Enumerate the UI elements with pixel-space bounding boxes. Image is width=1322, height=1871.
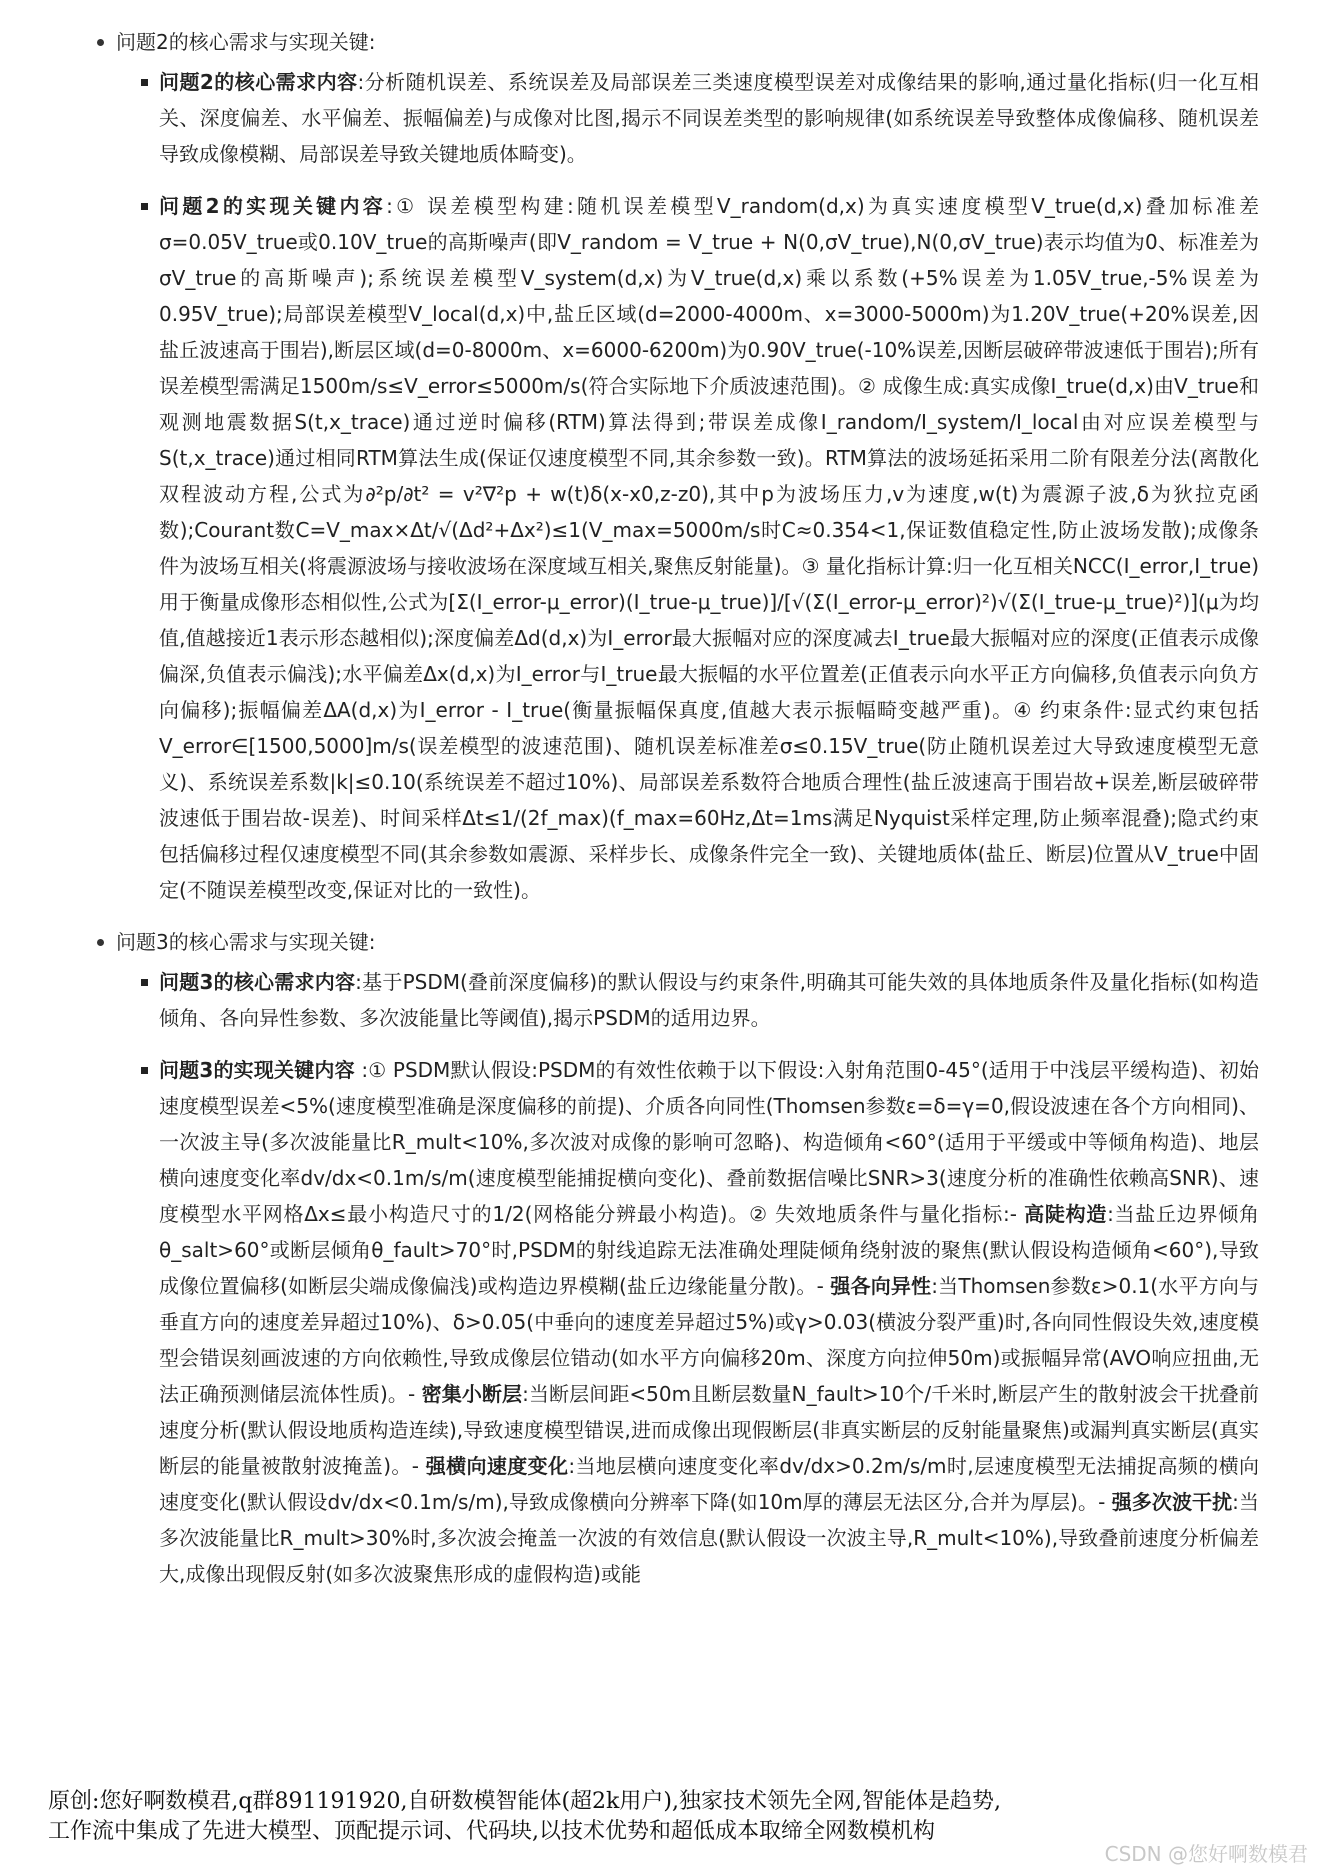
document-body <box>0 24 1322 1608</box>
item-text-segments <box>159 1058 1259 1586</box>
list-item <box>116 964 1322 1036</box>
section-q2 <box>0 24 1322 908</box>
text-segment: :当断层间距<50m且断层数量N_fault>10个/千米时,断层产生的散射波会干扰叠前速度分析(默认假设地质构造连续),导致速度模型错误,进而成像出现假断层(非真实断层的反射能量聚焦)或漏判真实断层(真实断层的能量被散射波掩盖)。- <box>159 1382 1260 1478</box>
failure-condition-label: 高陡构造 <box>1024 1202 1108 1226</box>
paragraph <box>159 64 1259 172</box>
section-list <box>0 24 1322 1592</box>
text-segment: :当盐丘边界倾角θ_salt>60°或断层倾角θ_fault>70°时,PSDM的射线追踪无法准确处理陡倾角绕射波的聚焦(默认假设构造倾角<60°),导致成像位置偏移(如断层尖端成像偏浅)或构造边界模糊(盐丘边缘能量分散)。- <box>159 1202 1259 1298</box>
list-item <box>116 188 1322 908</box>
text-segment: :当Thomsen参数ε>0.1(水平方向与垂直方向的速度差异超过10%)、δ>0.05(中垂向的速度差异超过5%)或γ>0.03(横波分裂严重)时,各向同性假设失效,速度模型会错误刻画波速的方向依赖性,导致成像层位错动(如水平方向偏移20m、深度方向拉伸50m)或振幅异常(AVO响应扭曲,无法正确预测储层流体性质)。- <box>159 1274 1259 1406</box>
footer-line-1: 原创:您好啊数模君,q群891191920,自研数模智能体(超2k用户),独家技术领先全网,智能体是趋势, <box>48 1789 1001 1814</box>
item-text: :基于PSDM(叠前深度偏移)的默认假设与约束条件,明确其可能失效的具体地质条件及量化指标(如构造倾角、各向异性参数、多次波能量比等阈值),揭示PSDM的适用边界。 <box>159 970 1259 1030</box>
failure-condition-label: 强各向异性 <box>830 1274 932 1298</box>
bullet-square-icon <box>141 79 148 86</box>
item-text: :① 误差模型构建:随机误差模型V_random(d,x)为真实速度模型V_true(d,x)叠加标准差σ=0.05V_true或0.10V_true的高斯噪声(即V_random = V_true + N(0,σV_true),N(0,σV_true)表示均值为0、标准差为σV_true的高斯噪声);系统误差模型V_system(d,x)为V_true(d,x)乘以系数(+5%误差为1.05V_true,-5%误差为0.95V_true);局部误差模型V_local(d,x)中,盐丘区域(d=2000-4000m、x=3000-5000m)为1.20V_true(+20%误差,因盐丘波速高于围岩),断层区域(d=0-8000m、x=6000-6200m)为0.90V_true(-10%误差,因断层破碎带波速低于围岩);所有误差模型需满足1500m/s≤V_error≤5000m/s(符合实际地下介质波速范围)。② 成像生成:真实成像I_true(d,x)由V_true和观测地震数据S(t,x_trace)通过逆时偏移(RTM)算法得到;带误差成像I_random/I_system/I_local由对应误差模型与S(t,x_trace)通过相同RTM算法生成(保证仅速度模型不同,其余参数一致)。RTM算法的波场延拓采用二阶有限差分法(离散化双程波动方程,公式为∂²p/∂t² = v²∇²p + w(t)δ(x-x0,z-z0),其中p为波场压力,v为速度,w(t)为震源子波,δ为狄拉克函数);Courant数C=V_max×Δt/√(Δd²+Δx²)≤1(V_max=5000m/s时C≈0.354<1,保证数值稳定性,防止波场发散);成像条件为波场互相关(将震源波场与接收波场在深度域互相关,聚焦反射能量)。③ 量化指标计算:归一化互相关NCC(I_error,I_true) 用于衡量成像形态相似性,公式为[Σ(I_error-μ_error)(I_true-μ_true)]/[√(Σ(I_error-μ_error)²)√(Σ(I_true-μ_true)²)](μ为均值,值越接近1表示形态越相似);深度偏差Δd(d,x)为I_error最大振幅对应的深度减去I_true最大振幅对应的深度(正值表示成像偏深,负值表示偏浅);水平偏差Δx(d,x)为I_error与I_true最大振幅的水平位置差(正值表示向水平正方向偏移,负值表示向负方向偏移);振幅偏差ΔA(d,x)为I_error - I_true(衡量振幅保真度,值越大表示振幅畸变越严重)。④ 约束条件:显式约束包括V_error∈[1500,5000]m/s(误差模型的波速范围)、随机误差标准差σ≤0.15V_true(防止随机误差过大导致速度模型无意义)、系统误差系数|k|≤0.10(系统误差不超过10%)、局部误差系数符合地质合理性(盐丘波速高于围岩故+误差,断层破碎带波速低于围岩故-误差)、时间采样Δt≤1/(2f_max)(f_max=60Hz,Δt=1ms满足Nyquist采样定理,防止频率混叠);隐式约束包括偏移过程仅速度模型不同(其余参数如震源、采样步长、成像条件完全一致)、关键地质体(盐丘、断层)位置从V_true中固定(不随误差模型改变,保证对比的一致性)。 <box>159 194 1260 902</box>
item-label: 问题2的实现关键内容 <box>159 194 387 218</box>
bullet-dot-icon <box>97 939 104 946</box>
paragraph <box>159 964 1259 1036</box>
text-segment: :当多次波能量比R_mult>30%时,多次波会掩盖一次波的有效信息(默认假设一次波主导,R_mult<10%),导致叠前速度分析偏差大,成像出现假反射(如多次波聚焦形成的虚假构造)或能 <box>159 1490 1259 1586</box>
failure-condition-label: 强多次波干扰 <box>1111 1490 1233 1514</box>
bullet-square-icon <box>141 979 148 986</box>
paragraph <box>159 1052 1259 1592</box>
footer-line-2: 工作流中集成了先进大模型、顶配提示词、代码块,以技术优势和超低成本取缔全网数模机构 <box>48 1819 935 1844</box>
bullet-square-icon <box>141 1067 148 1074</box>
text-segment: :当地层横向速度变化率dv/dx>0.2m/s/m时,层速度模型无法捕捉高频的横向速度变化(默认假设dv/dx<0.1m/s/m),导致成像横向分辨率下降(如10m厚的薄层无法区分,合并为厚层)。- <box>159 1454 1259 1514</box>
item-label: 问题3的核心需求内容 <box>159 970 356 994</box>
bullet-dot-icon <box>97 39 104 46</box>
paragraph <box>159 188 1259 908</box>
text-segment: :① PSDM默认假设:PSDM的有效性依赖于以下假设:入射角范围0-45°(适用于中浅层平缓构造)、初始速度模型误差<5%(速度模型准确是深度偏移的前提)、介质各向同性(Thomsen参数ε=δ=γ=0,假设波速在各个方向相同)、一次波主导(多次波能量比R_mult<10%,多次波对成像的影响可忽略)、构造倾角<60°(适用于平缓或中等倾角构造)、地层横向速度变化率dv/dx<0.1m/s/m(速度模型能捕捉横向变化)、叠前数据信噪比SNR>3(速度分析的准确性依赖高SNR)、速度模型水平网格Δx≤最小构造尺寸的1/2(网格能分辨最小构造)。② 失效地质条件与量化指标:- <box>159 1058 1259 1226</box>
item-label: 问题2的核心需求内容 <box>159 70 358 94</box>
failure-condition-label: 强横向速度变化 <box>425 1454 569 1478</box>
section-q3 <box>0 924 1322 1592</box>
section-items <box>116 64 1322 908</box>
item-text: :分析随机误差、系统误差及局部误差三类速度模型误差对成像结果的影响,通过量化指标(归一化互相关、深度偏差、水平偏差、振幅偏差)与成像对比图,揭示不同误差类型的影响规律(如系统误差导致整体成像偏移、随机误差导致成像模糊、局部误差导致关键地质体畸变)。 <box>159 70 1259 166</box>
list-item <box>116 64 1322 172</box>
section-items <box>116 964 1322 1592</box>
section-heading: 问题2的核心需求与实现关键: <box>116 30 376 54</box>
failure-condition-label: 密集小断层 <box>421 1382 523 1406</box>
item-label: 问题3的实现关键内容 <box>159 1058 355 1082</box>
section-heading: 问题3的核心需求与实现关键: <box>116 930 376 954</box>
list-item <box>116 1052 1322 1592</box>
csdn-watermark: CSDN @您好啊数模君 <box>1104 1842 1308 1866</box>
bullet-square-icon <box>141 203 148 210</box>
